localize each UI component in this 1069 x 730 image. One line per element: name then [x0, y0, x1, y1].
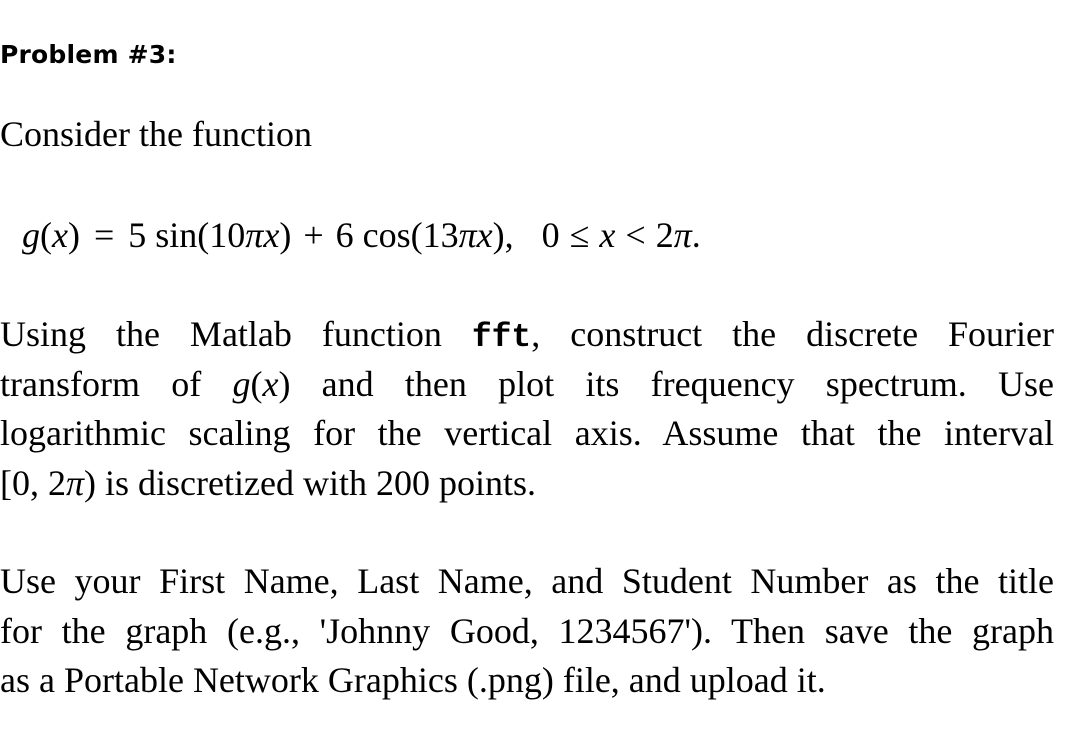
paragraph-line	[0, 360, 1054, 410]
paragraph-line	[0, 459, 1054, 509]
eq-term2-x: x	[476, 215, 493, 255]
problem-heading: Problem #3:	[0, 40, 177, 69]
eq-domain-pi: π	[673, 215, 692, 255]
paragraph-line: Use your First Name, Last Name, and Student Number as the title	[0, 561, 1054, 601]
math-pi: π	[66, 462, 85, 503]
submission-paragraph	[0, 557, 1054, 706]
line-text: Using the Matlab function	[0, 314, 472, 354]
code-fft: fft	[471, 319, 532, 356]
eq-domain-period: .	[691, 215, 701, 255]
instructions-paragraph	[0, 310, 1054, 508]
eq-lt: <	[625, 215, 646, 255]
eq-term1-close: )	[279, 215, 292, 255]
function-equation	[22, 214, 701, 256]
eq-le: ≤	[569, 215, 590, 255]
eq-domain-end: 2	[655, 215, 674, 255]
paragraph-line	[0, 310, 1054, 360]
eq-term2-pi: π	[458, 215, 477, 255]
eq-equals: =	[93, 215, 115, 255]
eq-lhs-close: )	[67, 215, 80, 255]
eq-term1-coef: 5 sin(10	[128, 215, 246, 255]
paragraph-line: logarithmic scaling for the vertical axis. Assume that the interval	[0, 413, 1054, 453]
math-function-name: g	[232, 363, 251, 404]
eq-term1-pi: π	[245, 215, 264, 255]
eq-function-name: g	[22, 215, 40, 255]
paragraph-line: as a Portable Network Graphics (.png) file, and upload it.	[0, 660, 826, 700]
line-text: (	[250, 363, 263, 404]
eq-term1-x: x	[263, 215, 280, 255]
eq-plus: +	[303, 215, 324, 255]
line-text: transform of	[0, 363, 233, 404]
eq-term2-close: ),	[492, 215, 514, 255]
line-text: ) and then plot its frequency spectrum. Use	[278, 363, 1054, 404]
line-text: [0, 2	[0, 462, 66, 503]
paragraph-line: for the graph (e.g., 'Johnny Good, 1234567'). Then save the graph	[0, 610, 1054, 651]
eq-lhs-variable: x	[52, 215, 68, 255]
line-text: ) is discretized with 200 points.	[84, 462, 536, 503]
eq-lhs-open: (	[40, 215, 52, 255]
intro-text: Consider the function	[0, 114, 312, 154]
eq-term2-coef: 6 cos(13	[335, 215, 459, 255]
line-text: , construct the discrete Fourier	[531, 314, 1054, 354]
eq-domain-var: x	[599, 215, 616, 255]
eq-domain-start: 0	[541, 215, 560, 255]
math-variable: x	[262, 363, 279, 404]
